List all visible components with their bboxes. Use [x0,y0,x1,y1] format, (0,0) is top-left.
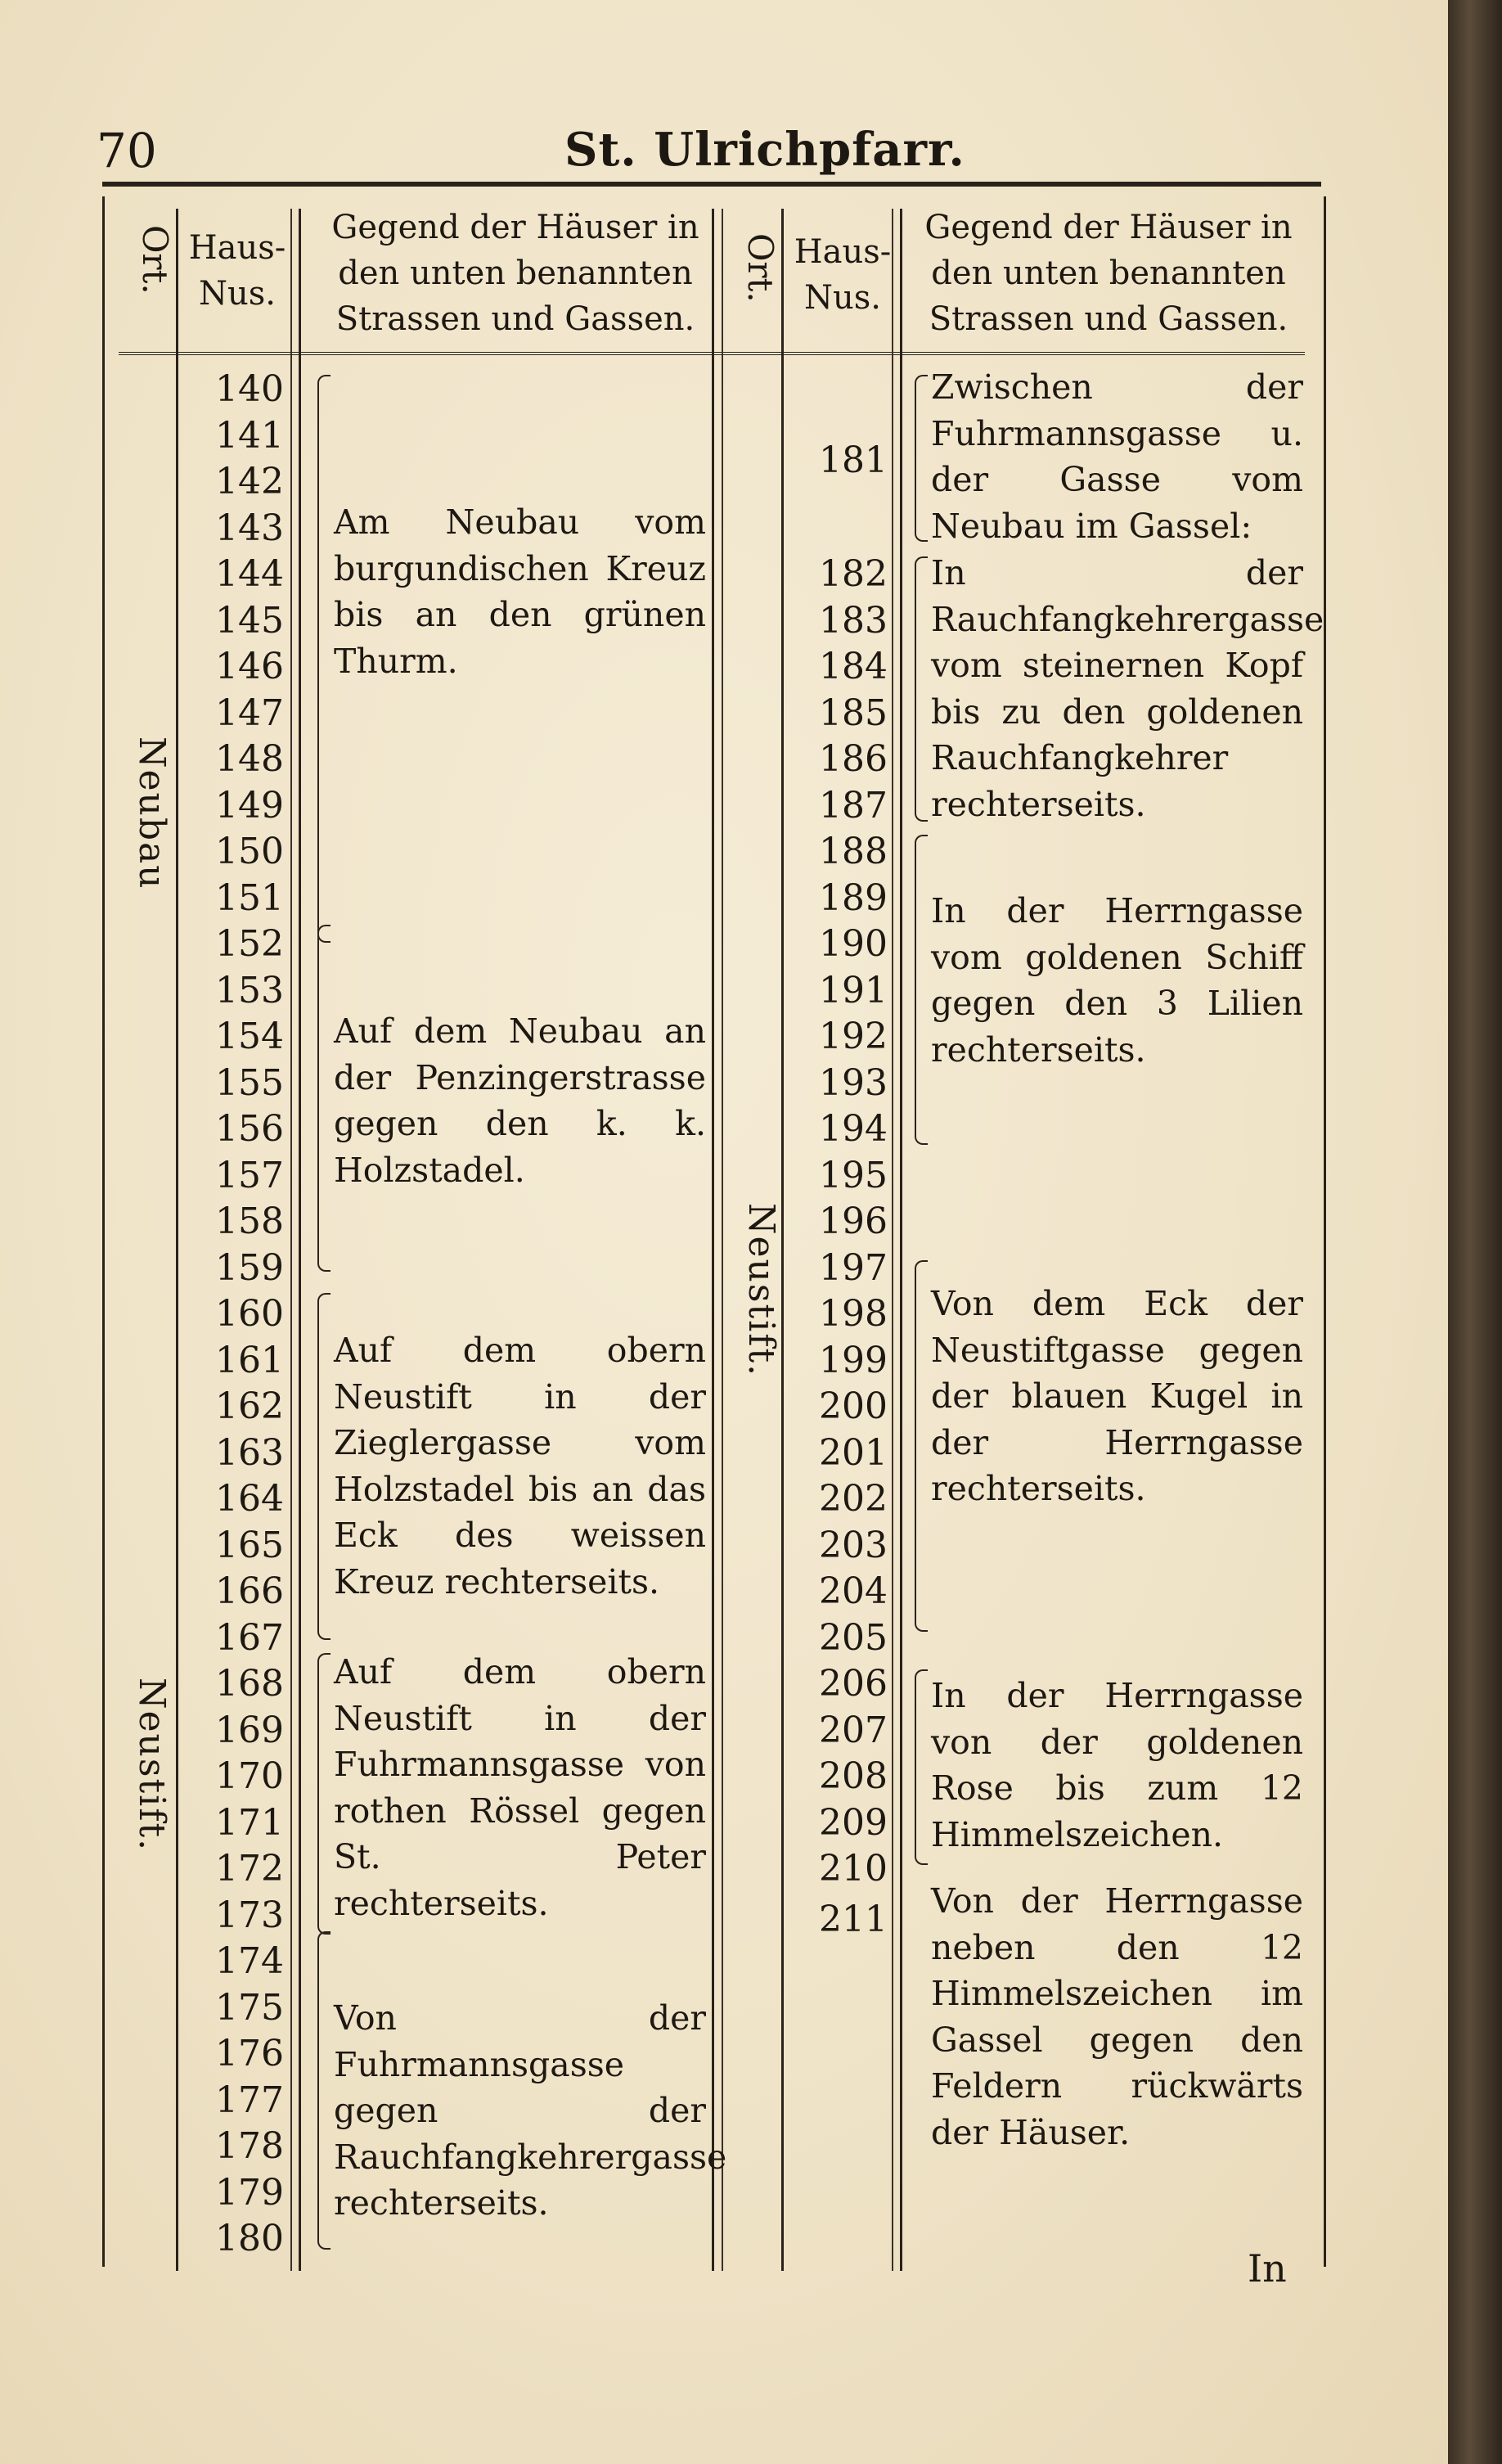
haus-header-left: Haus- Nus. [188,229,286,313]
top-rule [102,182,1321,187]
house-number: 184 [819,646,888,687]
house-number: 158 [215,1200,284,1242]
brace [915,1669,928,1865]
house-number: 145 [215,599,284,642]
house-number: 198 [819,1293,888,1335]
house-number: 160 [215,1293,284,1335]
brace [915,835,928,1145]
house-number: 168 [215,1663,284,1705]
house-number: 210 [819,1848,888,1890]
ort-header-left: Ort. [135,225,175,295]
house-number: 156 [215,1108,284,1150]
house-number: 141 [215,414,284,457]
brace [915,375,928,542]
house-number: 191 [819,969,888,1011]
house-number: 155 [215,1061,284,1104]
house-number: 175 [215,1986,284,2029]
ort-label-neustift-left: Neustift. [131,1678,173,1853]
house-number: 150 [215,831,284,872]
house-number: 187 [819,784,888,827]
house-number: 183 [819,599,888,642]
brace [317,375,331,943]
house-number: 197 [819,1246,888,1289]
house-number: 178 [215,2125,284,2167]
divider [722,209,723,2271]
house-number: 201 [819,1431,888,1474]
house-number: 194 [819,1108,888,1150]
house-number: 192 [819,1016,888,1057]
divider [176,209,178,2271]
gegend-header-left: Gegend der Häuser in den unten benannten Strassen und Gassen. [331,209,699,338]
house-number: 207 [819,1709,888,1751]
page-number: 70 [97,123,157,178]
house-number: 190 [819,923,888,965]
right-entry-1: Zwischen der Fuhrmannsgasse u. der Gasse vom Neubau im Gassel: [931,367,1303,546]
brace [915,556,928,822]
house-number: 174 [215,1940,284,1982]
house-number: 148 [215,738,284,780]
house-number: 189 [819,876,888,919]
left-entry-2: Auf dem Neubau an der Penzingerstrasse gegen den k. k. Holzstadel. [334,1011,706,1190]
house-number: 167 [215,1616,284,1659]
house-number: 209 [819,1801,888,1844]
divider [900,209,902,2271]
house-number: 146 [215,646,284,687]
house-number: 161 [215,1339,284,1381]
ort-label-neubau: Neubau [131,736,173,890]
house-number: 144 [215,553,284,595]
left-entry-5: Von der Fuhrmannsgasse gegen der Rauchfangkehrergasse rechterseits. [334,1998,727,2223]
house-number: 154 [215,1016,284,1057]
binding-gutter [1448,0,1502,2464]
house-number: 169 [215,1709,284,1751]
divider [290,209,292,2271]
house-number: 202 [819,1478,888,1520]
house-number: 200 [819,1385,888,1427]
house-number: 206 [819,1663,888,1705]
left-entry-4: Auf dem obern Neustift in der Fuhrmannsgasse von rothen Rössel gegen St. Peter rechterseits. [334,1652,706,1923]
divider [299,209,301,2271]
right-entry-4: Von dem Eck der Neustiftgasse gegen der blauen Kugel in der Herrngasse rechterseits. [931,1284,1303,1508]
right-entry-6: Von der Herrngasse neben den 12 Himmelszeichen im Gassel gegen den Feldern rückwärts der Häuser. [931,1881,1303,2152]
house-number: 159 [215,1246,284,1289]
house-number: 181 [819,439,888,481]
house-number: 140 [215,368,284,410]
house-number: 186 [819,738,888,780]
divider [892,209,893,2271]
right-entry-5: In der Herrngasse von der goldenen Rose bis zum 12 Himmelszeichen. [931,1676,1303,1854]
divider [712,209,714,2271]
left-house-numbers [184,367,284,2263]
house-number: 199 [819,1339,888,1381]
right-house-numbers [789,552,888,1893]
house-number: 151 [215,876,284,919]
house-number: 164 [215,1478,284,1520]
house-number: 142 [215,461,284,502]
house-number: 165 [215,1524,284,1566]
brace [317,925,331,1272]
house-number: 170 [215,1755,284,1797]
house-number: 171 [215,1801,284,1844]
ort-header-right: Ort. [740,233,780,303]
house-number: 163 [215,1431,284,1474]
gegend-header-right: Gegend der Häuser in den unten benannten Strassen und Gassen. [924,209,1293,338]
house-number: 185 [819,691,888,734]
brace [317,1653,331,1935]
brace [915,1260,928,1632]
house-number: 143 [215,507,284,549]
house-number: 166 [215,1570,284,1612]
house-number: 205 [819,1616,888,1659]
house-number: 188 [819,831,888,872]
haus-header-right: Haus- Nus. [794,233,892,317]
house-number: 153 [215,969,284,1011]
house-number: 152 [215,923,284,965]
house-number: 177 [215,2079,284,2121]
house-number: 149 [215,784,284,827]
house-number: 176 [215,2033,284,2074]
house-number: 173 [215,1894,284,1936]
house-number: 180 [215,2218,284,2259]
house-number: 204 [819,1570,888,1612]
house-number: 179 [215,2171,284,2214]
page-title: St. Ulrichpfarr. [564,123,965,177]
house-number: 203 [819,1524,888,1566]
right-entry-3: In der Herrngasse vom goldenen Schiff gegen den 3 Lilien rechterseits. [931,891,1303,1070]
house-number: 193 [819,1061,888,1104]
house-number: 172 [215,1848,284,1890]
house-number: 211 [819,1899,888,1940]
house-number: 208 [819,1755,888,1797]
catchword: In [1248,2246,1287,2291]
brace [317,1931,331,2250]
house-number: 157 [215,1154,284,1196]
brace [317,1293,331,1640]
house-number: 147 [215,691,284,734]
left-entry-1: Am Neubau vom burgundischen Kreuz bis an den grünen Thurm. [334,502,706,681]
house-number: 196 [819,1200,888,1242]
house-number: 182 [819,553,888,595]
right-entry-2: In der Rauchfangkehrergasse vom steinernen Kopf bis zu den goldenen Rauchfangkehrer rechterseits. [931,553,1324,824]
ort-label-neustift-right: Neustift. [740,1203,782,1378]
left-entry-3: Auf dem obern Neustift in der Zieglergasse vom Holzstadel bis an das Eck des weissen Kreuz rechterseits. [334,1331,706,1601]
house-number: 162 [215,1385,284,1427]
house-number: 195 [819,1154,888,1196]
